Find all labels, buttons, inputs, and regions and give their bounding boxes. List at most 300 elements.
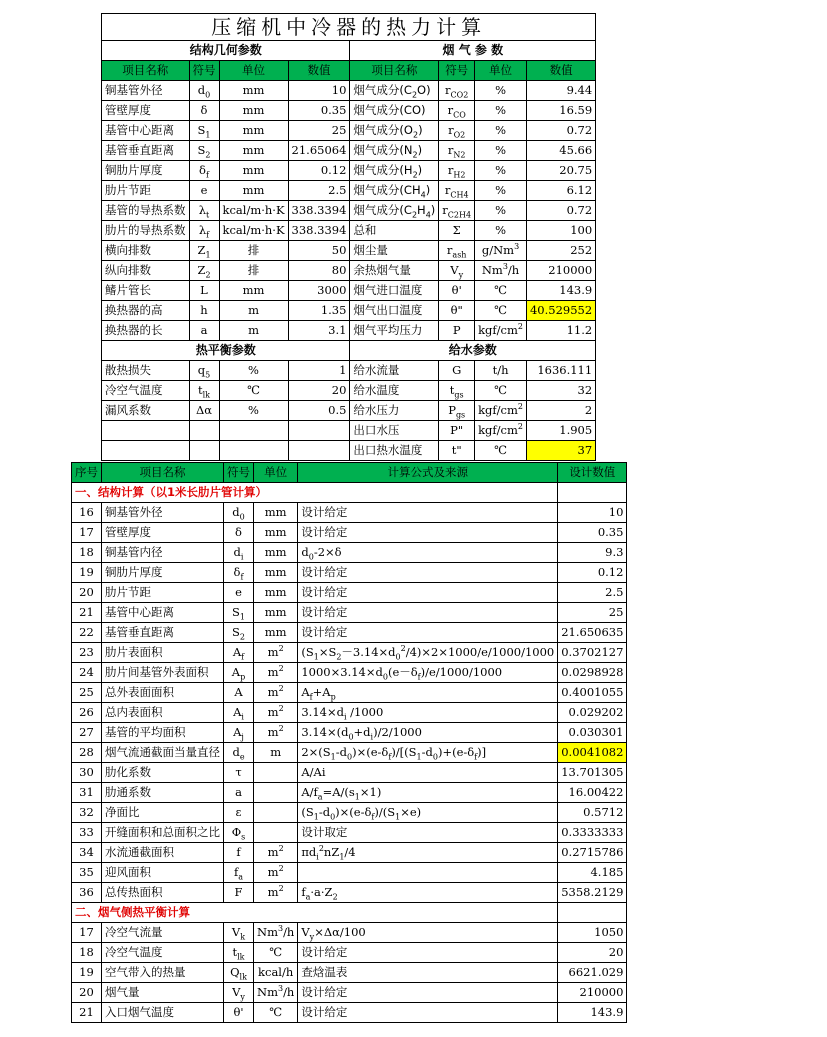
param-symbol: P xyxy=(439,321,475,341)
item-formula: 设计给定 xyxy=(298,523,558,543)
param-name: 给水流量 xyxy=(350,361,439,381)
table-row xyxy=(72,563,627,583)
item-symbol: a xyxy=(224,783,254,803)
item-symbol: $Q_{lk}$ xyxy=(224,963,254,983)
item-value: 2.5 xyxy=(558,583,627,603)
item-value: 0.0041082 xyxy=(558,743,627,763)
item-value: 0.12 xyxy=(558,563,627,583)
param-unit: % xyxy=(475,101,527,121)
param-value: 32 xyxy=(526,381,595,401)
param-value: 2 xyxy=(526,401,595,421)
table-row xyxy=(72,523,627,543)
section-water-header: 给水参数 xyxy=(350,341,596,361)
calc-column-header: 设计数值 xyxy=(558,463,627,483)
table-row xyxy=(102,121,596,141)
param-unit: mm xyxy=(219,161,288,181)
row-number: 24 xyxy=(72,663,102,683)
table-row xyxy=(72,883,627,903)
param-symbol: L xyxy=(189,281,219,301)
item-name: 总外表面面积 xyxy=(102,683,224,703)
item-formula: $V_y\times\Delta\alpha/100$ xyxy=(298,923,558,943)
param-value: 6.12 xyxy=(526,181,595,201)
item-value: 0.0298928 xyxy=(558,663,627,683)
param-symbol: $P_{gs}$ xyxy=(439,401,475,421)
row-number: 27 xyxy=(72,723,102,743)
param-value: 16.59 xyxy=(526,101,595,121)
item-formula: 设计给定 xyxy=(298,943,558,963)
table-row xyxy=(72,843,627,863)
row-number: 35 xyxy=(72,863,102,883)
item-symbol: τ xyxy=(224,763,254,783)
param-unit: mm xyxy=(219,101,288,121)
calc-column-header: 计算公式及来源 xyxy=(298,463,558,483)
param-value: 20.75 xyxy=(526,161,595,181)
table-row xyxy=(72,863,627,883)
item-formula: 设计给定 xyxy=(298,603,558,623)
row-number: 31 xyxy=(72,783,102,803)
item-value: 0.3333333 xyxy=(558,823,627,843)
param-name: 烟气成分$(C_2H_4)$ xyxy=(350,201,439,221)
param-symbol: $\delta_f$ xyxy=(189,161,219,181)
item-name: 基管的平均面积 xyxy=(102,723,224,743)
table-row xyxy=(102,261,596,281)
item-unit xyxy=(254,823,298,843)
param-name: 基管垂直距离 xyxy=(102,141,190,161)
table-row xyxy=(102,281,596,301)
item-unit: mm xyxy=(254,623,298,643)
param-value: 3000 xyxy=(288,281,350,301)
item-name: 开缝面积和总面积之比 xyxy=(102,823,224,843)
item-value: 0.5712 xyxy=(558,803,627,823)
item-value: 0.35 xyxy=(558,523,627,543)
param-symbol: P" xyxy=(439,421,475,441)
item-symbol: $\Phi_s$ xyxy=(224,823,254,843)
param-symbol: G xyxy=(439,361,475,381)
item-value: 0.030301 xyxy=(558,723,627,743)
table-row xyxy=(72,723,627,743)
section-heat-balance-header: 热平衡参数 xyxy=(102,341,350,361)
table-row xyxy=(102,421,596,441)
row-number: 18 xyxy=(72,943,102,963)
param-unit: ℃ xyxy=(219,381,288,401)
item-formula: 设计给定 xyxy=(298,1003,558,1023)
item-name: 肋片节距 xyxy=(102,583,224,603)
param-value: 80 xyxy=(288,261,350,281)
param-unit: mm xyxy=(219,181,288,201)
param-symbol: Σ xyxy=(439,221,475,241)
item-unit: $m^2$ xyxy=(254,863,298,883)
param-unit: % xyxy=(475,141,527,161)
row-number: 22 xyxy=(72,623,102,643)
calc-column-header: 单位 xyxy=(254,463,298,483)
param-unit: kgf/$cm^2$ xyxy=(475,321,527,341)
param-name: 管壁厚度 xyxy=(102,101,190,121)
item-unit: $m^2$ xyxy=(254,683,298,703)
item-value: 13.701305 xyxy=(558,763,627,783)
item-symbol: $A_f$ xyxy=(224,643,254,663)
row-number: 28 xyxy=(72,743,102,763)
column-header: 单位 xyxy=(219,61,288,81)
item-unit: $m^2$ xyxy=(254,663,298,683)
row-number: 33 xyxy=(72,823,102,843)
param-value: 100 xyxy=(526,221,595,241)
param-symbol: θ' xyxy=(439,281,475,301)
table-row xyxy=(102,201,596,221)
param-symbol: $r_{ash}$ xyxy=(439,241,475,261)
item-symbol: $f_a$ xyxy=(224,863,254,883)
param-symbol: $V_y$ xyxy=(439,261,475,281)
item-formula: $3.14\times(d_0+d_i)/2/1000$ xyxy=(298,723,558,743)
param-name: 纵向排数 xyxy=(102,261,190,281)
item-symbol: $V_y$ xyxy=(224,983,254,1003)
param-value: 1.35 xyxy=(288,301,350,321)
item-name: 肋片间基管外表面积 xyxy=(102,663,224,683)
item-value: 21.650635 xyxy=(558,623,627,643)
item-symbol: $S_2$ xyxy=(224,623,254,643)
item-value: 4.185 xyxy=(558,863,627,883)
item-name: 铜基管外径 xyxy=(102,503,224,523)
param-name: 铜肋片厚度 xyxy=(102,161,190,181)
item-unit: mm xyxy=(254,603,298,623)
param-value: 1636.111 xyxy=(526,361,595,381)
item-unit xyxy=(254,763,298,783)
calculation-table xyxy=(71,462,627,1023)
param-unit: t/h xyxy=(475,361,527,381)
param-value: 3.1 xyxy=(288,321,350,341)
row-number: 26 xyxy=(72,703,102,723)
param-unit: mm xyxy=(219,81,288,101)
param-name: 烟气成分$(N_2)$ xyxy=(350,141,439,161)
param-symbol: a xyxy=(189,321,219,341)
item-value: 16.00422 xyxy=(558,783,627,803)
item-name: 空气带入的热量 xyxy=(102,963,224,983)
row-number: 34 xyxy=(72,843,102,863)
param-name: 基管中心距离 xyxy=(102,121,190,141)
param-name: 出口热水温度 xyxy=(350,441,439,461)
page-title: 压缩机中冷器的热力计算 xyxy=(102,14,596,41)
item-value: 0.029202 xyxy=(558,703,627,723)
param-name: 出口水压 xyxy=(350,421,439,441)
item-formula: A/Ai xyxy=(298,763,558,783)
table-row xyxy=(72,503,627,523)
item-formula: $A_f+A_p$ xyxy=(298,683,558,703)
row-number: 20 xyxy=(72,583,102,603)
param-name: 横向排数 xyxy=(102,241,190,261)
param-unit: % xyxy=(219,361,288,381)
row-number: 25 xyxy=(72,683,102,703)
param-unit: % xyxy=(219,401,288,421)
item-formula: $\pi d_i^2nZ_1/4$ xyxy=(298,843,558,863)
param-name: 烟气成分$(C_2O)$ xyxy=(350,81,439,101)
param-value: 338.3394 xyxy=(288,221,350,241)
param-value: 0.5 xyxy=(288,401,350,421)
item-formula xyxy=(298,863,558,883)
param-name: 烟气成分$(O_2)$ xyxy=(350,121,439,141)
row-number: 16 xyxy=(72,503,102,523)
item-value: 0.3702127 xyxy=(558,643,627,663)
param-symbol: $r_{H2}$ xyxy=(439,161,475,181)
row-number: 19 xyxy=(72,563,102,583)
item-name: 铜肋片厚度 xyxy=(102,563,224,583)
param-unit: mm xyxy=(219,281,288,301)
param-symbol: $d_0$ xyxy=(189,81,219,101)
param-value: 210000 xyxy=(526,261,595,281)
param-name: 铜基管外径 xyxy=(102,81,190,101)
param-value: 25 xyxy=(288,121,350,141)
item-value: 143.9 xyxy=(558,1003,627,1023)
param-unit: mm xyxy=(219,141,288,161)
table-row xyxy=(72,923,627,943)
table-row xyxy=(102,321,596,341)
table-row xyxy=(72,783,627,803)
item-formula: $f_a\cdot a\cdot Z_2$ xyxy=(298,883,558,903)
param-name: 烟气成分(CO) xyxy=(350,101,439,121)
row-number: 32 xyxy=(72,803,102,823)
param-value: 1.905 xyxy=(526,421,595,441)
item-symbol: δ xyxy=(224,523,254,543)
param-symbol: $r_{CH4}$ xyxy=(439,181,475,201)
table-row xyxy=(72,963,627,983)
param-symbol: t" xyxy=(439,441,475,461)
param-unit: Nm$^3$/h xyxy=(475,261,527,281)
item-unit: $m^2$ xyxy=(254,703,298,723)
param-symbol: $r_{C2H4}$ xyxy=(439,201,475,221)
param-name: 换热器的长 xyxy=(102,321,190,341)
table-row xyxy=(102,141,596,161)
param-unit: 排 xyxy=(219,241,288,261)
param-symbol xyxy=(189,441,219,461)
item-symbol: ε xyxy=(224,803,254,823)
row-number: 20 xyxy=(72,983,102,1003)
column-header: 项目名称 xyxy=(102,61,190,81)
item-unit: mm xyxy=(254,523,298,543)
item-name: 总传热面积 xyxy=(102,883,224,903)
item-symbol: $\delta_f$ xyxy=(224,563,254,583)
row-number: 17 xyxy=(72,523,102,543)
item-value: 9.3 xyxy=(558,543,627,563)
row-number: 17 xyxy=(72,923,102,943)
param-symbol: $t_{gs}$ xyxy=(439,381,475,401)
param-symbol: $S_2$ xyxy=(189,141,219,161)
table-row xyxy=(102,221,596,241)
item-value: 0.2715786 xyxy=(558,843,627,863)
column-header: 单位 xyxy=(475,61,527,81)
param-symbol xyxy=(189,421,219,441)
param-value: 1 xyxy=(288,361,350,381)
table-row xyxy=(102,361,596,381)
item-formula: 设计给定 xyxy=(298,563,558,583)
row-number: 18 xyxy=(72,543,102,563)
param-unit: % xyxy=(475,201,527,221)
param-name: 烟尘量 xyxy=(350,241,439,261)
param-value: 0.35 xyxy=(288,101,350,121)
table-row xyxy=(72,603,627,623)
item-name: 迎风面积 xyxy=(102,863,224,883)
item-symbol: $t_{lk}$ xyxy=(224,943,254,963)
param-name: 烟气平均压力 xyxy=(350,321,439,341)
param-unit: g/Nm$^3$ xyxy=(475,241,527,261)
param-name: 冷空气温度 xyxy=(102,381,190,401)
param-name: 给水压力 xyxy=(350,401,439,421)
item-symbol: $A_j$ xyxy=(224,723,254,743)
param-symbol: e xyxy=(189,181,219,201)
item-formula: 设计给定 xyxy=(298,623,558,643)
param-unit: kcal/m·h·K xyxy=(219,221,288,241)
table-row xyxy=(102,241,596,261)
param-unit: % xyxy=(475,161,527,181)
item-name: 肋化系数 xyxy=(102,763,224,783)
item-unit: Nm$^3$/h xyxy=(254,923,298,943)
param-name: 总和 xyxy=(350,221,439,241)
row-number: 23 xyxy=(72,643,102,663)
param-unit: m xyxy=(219,301,288,321)
param-value: 11.2 xyxy=(526,321,595,341)
item-name: 总内表面积 xyxy=(102,703,224,723)
param-value: 10 xyxy=(288,81,350,101)
param-value: 0.72 xyxy=(526,201,595,221)
item-name: 肋通系数 xyxy=(102,783,224,803)
item-formula: $2\times(S_1-d_0)\times(e-\delta_f)/[(S_1-d_0)+(e-\delta_f)]$ xyxy=(298,743,558,763)
param-symbol: δ xyxy=(189,101,219,121)
calc-section-blank xyxy=(558,903,627,923)
item-value: 1050 xyxy=(558,923,627,943)
param-symbol: $q_5$ xyxy=(189,361,219,381)
item-formula: $d_0-2\times\delta$ xyxy=(298,543,558,563)
param-symbol: $Z_1$ xyxy=(189,241,219,261)
table-row xyxy=(102,381,596,401)
table-row xyxy=(72,803,627,823)
item-name: 烟气量 xyxy=(102,983,224,1003)
param-symbol: $t_{lk}$ xyxy=(189,381,219,401)
param-name: 散热损失 xyxy=(102,361,190,381)
table-row xyxy=(72,743,627,763)
param-name: 换热器的高 xyxy=(102,301,190,321)
row-number: 21 xyxy=(72,1003,102,1023)
param-name: 烟气进口温度 xyxy=(350,281,439,301)
item-name: 基管垂直距离 xyxy=(102,623,224,643)
param-symbol: $r_{N2}$ xyxy=(439,141,475,161)
item-symbol: $d_i$ xyxy=(224,543,254,563)
param-unit: kgf/$cm^2$ xyxy=(475,401,527,421)
table-row xyxy=(102,81,596,101)
table-row xyxy=(72,543,627,563)
item-formula: $3.14\times d_i$ /1000 xyxy=(298,703,558,723)
item-name: 冷空气流量 xyxy=(102,923,224,943)
item-name: 净面比 xyxy=(102,803,224,823)
item-value: 5358.2129 xyxy=(558,883,627,903)
table-row xyxy=(72,623,627,643)
item-unit: $m^2$ xyxy=(254,843,298,863)
item-formula: $1000\times 3.14\times d_0(e-\delta_f)/e/1000/1000$ xyxy=(298,663,558,683)
item-name: 基管中心距离 xyxy=(102,603,224,623)
param-unit: m xyxy=(219,321,288,341)
item-value: 20 xyxy=(558,943,627,963)
item-symbol: θ' xyxy=(224,1003,254,1023)
param-unit: % xyxy=(475,181,527,201)
item-symbol: F xyxy=(224,883,254,903)
param-unit: mm xyxy=(219,121,288,141)
param-symbol: $Z_2$ xyxy=(189,261,219,281)
table-row xyxy=(72,683,627,703)
param-name: 给水温度 xyxy=(350,381,439,401)
param-name: 基管的导热系数 xyxy=(102,201,190,221)
table-row xyxy=(102,301,596,321)
item-unit: mm xyxy=(254,503,298,523)
item-symbol: $V_k$ xyxy=(224,923,254,943)
item-unit: mm xyxy=(254,543,298,563)
item-formula: $A/f_a=A/(s_1\times 1)$ xyxy=(298,783,558,803)
table-row xyxy=(102,441,596,461)
param-value xyxy=(288,441,350,461)
item-unit: $m^2$ xyxy=(254,883,298,903)
item-unit xyxy=(254,783,298,803)
column-header: 项目名称 xyxy=(350,61,439,81)
item-name: 入口烟气温度 xyxy=(102,1003,224,1023)
section-flue-header: 烟 气 参 数 xyxy=(350,41,596,61)
param-name: 鳍片管长 xyxy=(102,281,190,301)
item-formula: $(S_1\times S_2-3.14\times d_0^2/4)\times 2\times 1000/e/1000/1000$ xyxy=(298,643,558,663)
param-symbol: $r_{CO}$ xyxy=(439,101,475,121)
item-unit: Nm$^3$/h xyxy=(254,983,298,1003)
row-number: 19 xyxy=(72,963,102,983)
item-value: 6621.029 xyxy=(558,963,627,983)
table-row xyxy=(72,663,627,683)
item-symbol: $A_p$ xyxy=(224,663,254,683)
table-row xyxy=(72,983,627,1003)
item-symbol: $S_1$ xyxy=(224,603,254,623)
param-value: 37 xyxy=(526,441,595,461)
param-value: 252 xyxy=(526,241,595,261)
param-value: 40.529552 xyxy=(526,301,595,321)
param-symbol: $\lambda_f$ xyxy=(189,221,219,241)
param-symbol: $r_{O2}$ xyxy=(439,121,475,141)
param-name xyxy=(102,421,190,441)
param-unit: % xyxy=(475,121,527,141)
param-value: 9.44 xyxy=(526,81,595,101)
param-symbol: Δα xyxy=(189,401,219,421)
param-unit: ℃ xyxy=(475,301,527,321)
table-row xyxy=(72,763,627,783)
param-value: 338.3394 xyxy=(288,201,350,221)
param-name xyxy=(102,441,190,461)
calc-section-title: 一、结构计算（以1米长肋片管计算） xyxy=(72,483,558,503)
param-name: 烟气出口温度 xyxy=(350,301,439,321)
param-name: 烟气成分$(CH_4)$ xyxy=(350,181,439,201)
item-formula: 查焓温表 xyxy=(298,963,558,983)
table-row xyxy=(72,1003,627,1023)
param-value: 0.12 xyxy=(288,161,350,181)
param-value: 50 xyxy=(288,241,350,261)
param-unit: ℃ xyxy=(475,441,527,461)
param-name: 漏风系数 xyxy=(102,401,190,421)
item-symbol: $A_i$ xyxy=(224,703,254,723)
param-symbol: h xyxy=(189,301,219,321)
item-symbol: f xyxy=(224,843,254,863)
item-symbol: e xyxy=(224,583,254,603)
calc-column-header: 符号 xyxy=(224,463,254,483)
item-value: 210000 xyxy=(558,983,627,1003)
item-name: 冷空气温度 xyxy=(102,943,224,963)
param-name: 肋片节距 xyxy=(102,181,190,201)
param-symbol: $r_{CO2}$ xyxy=(439,81,475,101)
param-value: 143.9 xyxy=(526,281,595,301)
item-value: 0.4001055 xyxy=(558,683,627,703)
param-symbol: $\lambda_t$ xyxy=(189,201,219,221)
param-value: 21.65064 xyxy=(288,141,350,161)
param-value: 20 xyxy=(288,381,350,401)
item-value: 25 xyxy=(558,603,627,623)
param-unit xyxy=(219,421,288,441)
